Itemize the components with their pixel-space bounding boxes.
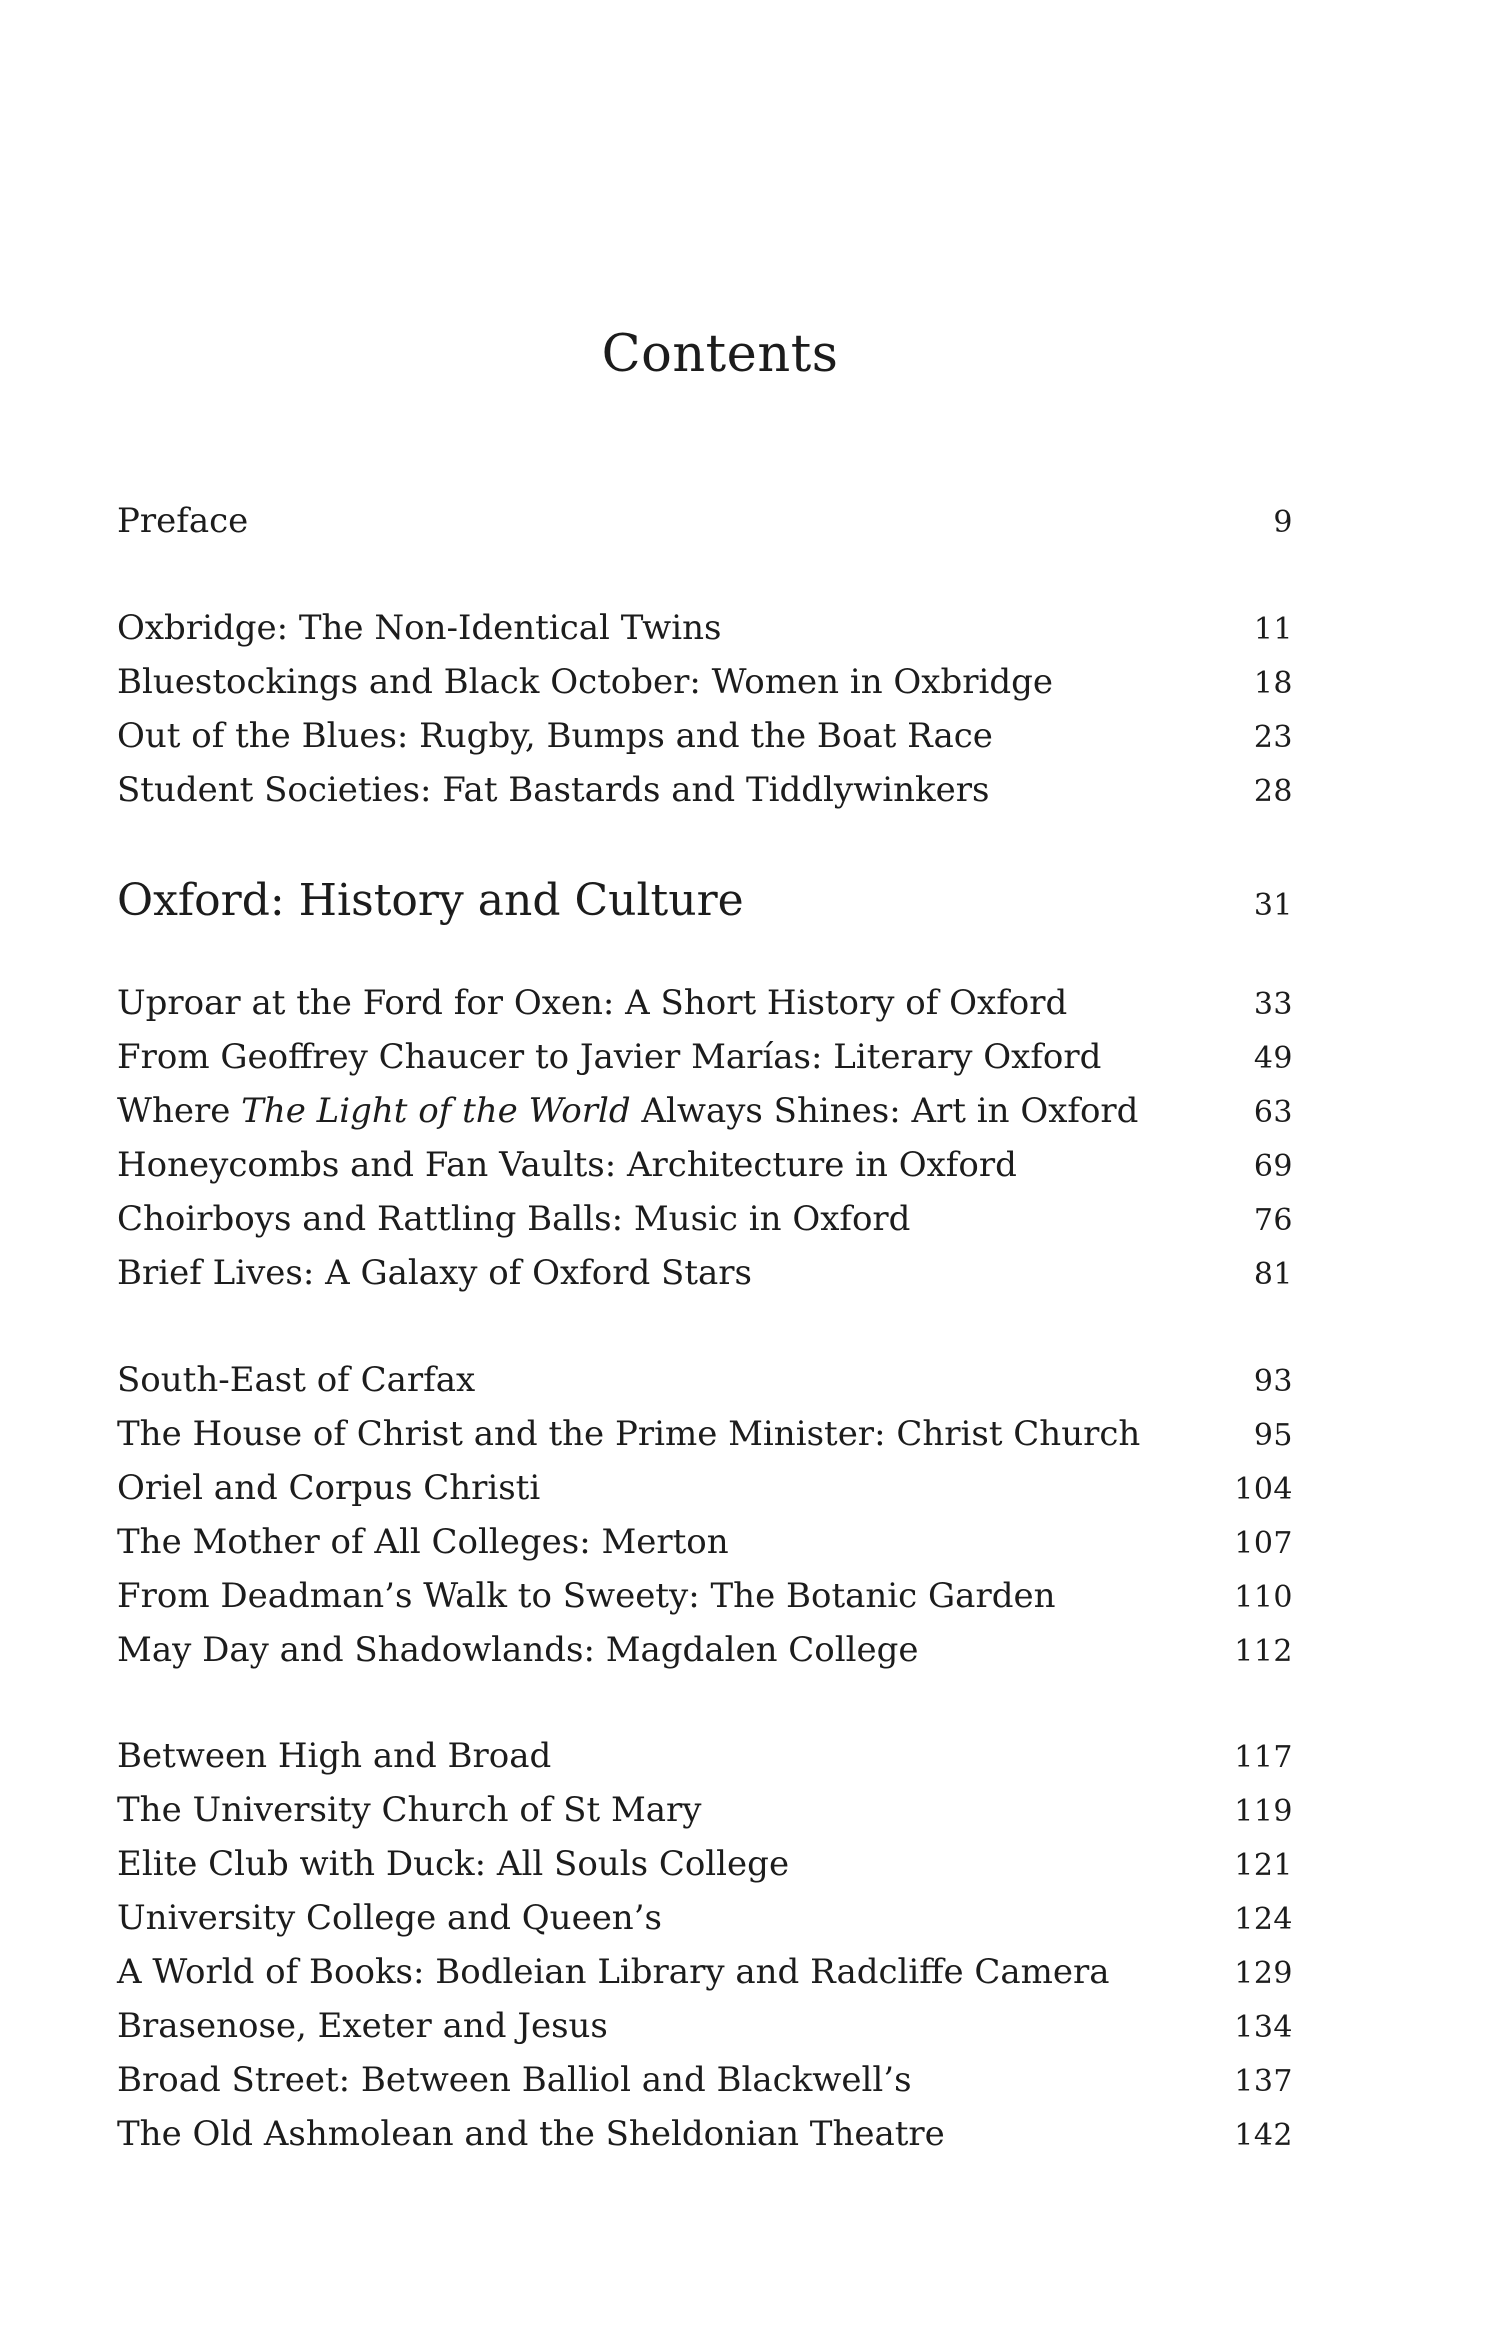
toc-entry (117, 1945, 1293, 1999)
toc-entry-title: Bluestockings and Black October: Women in Oxbridge (117, 662, 1054, 702)
artwork-title-italic: The Light of the World (241, 1091, 631, 1131)
toc-entry-page: 121 (1234, 1848, 1293, 1883)
toc-entry-title: Brasenose, Exeter and Jesus (117, 2006, 608, 2046)
toc-entry-page: 9 (1273, 505, 1293, 540)
toc-entry (117, 1353, 1293, 1407)
toc-entry-title: Oxbridge: The Non-Identical Twins (117, 608, 722, 648)
toc-entry-title: University College and Queen’s (117, 1898, 662, 1938)
toc-entry-page: 23 (1253, 720, 1293, 755)
toc-entry-title: The Mother of All Colleges: Merton (117, 1522, 729, 1562)
toc-entry (117, 709, 1293, 763)
toc-entry-page: 95 (1253, 1418, 1293, 1453)
toc-entry-preface (117, 494, 1293, 548)
toc-entry-title: South-East of Carfax (117, 1360, 476, 1400)
toc-entry-page: 129 (1234, 1956, 1293, 1991)
toc-entry-page: 119 (1234, 1794, 1293, 1829)
toc-entry (117, 655, 1293, 709)
toc-entry-title: Elite Club with Duck: All Souls College (117, 1844, 790, 1884)
toc-entry-page: 137 (1234, 2064, 1293, 2099)
page-title: Contents (601, 325, 839, 384)
toc-entry (117, 1192, 1293, 1246)
toc-entry-page: 63 (1253, 1095, 1293, 1130)
toc-entry-title: Broad Street: Between Balliol and Blackwell’s (117, 2060, 912, 2100)
toc-entry-title-suffix: Always Shines: Art in Oxford (630, 1091, 1139, 1131)
toc-entry-title: Choirboys and Rattling Balls: Music in Oxford (117, 1199, 911, 1239)
toc-entry-title: Between High and Broad (117, 1736, 552, 1776)
toc-entry-title: Out of the Blues: Rugby, Bumps and the Boat Race (117, 716, 993, 756)
toc-entry (117, 1729, 1293, 1783)
toc-entry (117, 763, 1293, 817)
toc-entry-page: 31 (1253, 888, 1293, 923)
toc-entry-page: 124 (1234, 1902, 1293, 1937)
toc-entry-title: The House of Christ and the Prime Minister: Christ Church (117, 1414, 1141, 1454)
toc-entry (117, 1407, 1293, 1461)
toc-section-heading (117, 871, 1293, 931)
toc-entry (117, 1138, 1293, 1192)
toc-entry (117, 1515, 1293, 1569)
toc-entry-title: The Old Ashmolean and the Sheldonian Theatre (117, 2114, 945, 2154)
toc-entry-page: 112 (1234, 1634, 1293, 1669)
toc-entry-page: 81 (1253, 1257, 1293, 1292)
toc-entry (117, 1246, 1293, 1300)
toc-entry (117, 2053, 1293, 2107)
toc-entry-title: From Deadman’s Walk to Sweety: The Botanic Garden (117, 1576, 1056, 1616)
toc-entry (117, 1569, 1293, 1623)
toc-entry-title: Preface (117, 501, 249, 541)
toc-entry (117, 1030, 1293, 1084)
toc-entry-title: May Day and Shadowlands: Magdalen College (117, 1630, 919, 1670)
toc-entry-page: 11 (1253, 612, 1293, 647)
toc-entry-page: 104 (1234, 1472, 1293, 1507)
toc-entry (117, 1999, 1293, 2053)
toc-entry-title (117, 1084, 1138, 1138)
toc-entry-page: 142 (1234, 2118, 1293, 2153)
toc-entry (117, 601, 1293, 655)
toc-entry-title: Student Societies: Fat Bastards and Tiddlywinkers (117, 770, 990, 810)
toc-entry (117, 1783, 1293, 1837)
toc-entry-page: 18 (1253, 666, 1293, 701)
toc-entry-title: Brief Lives: A Galaxy of Oxford Stars (117, 1253, 752, 1293)
toc-entry-title: The University Church of St Mary (117, 1790, 702, 1830)
toc-entry-page: 110 (1234, 1580, 1293, 1615)
toc-entry (117, 1461, 1293, 1515)
toc-entry-page: 93 (1253, 1364, 1293, 1399)
toc-entry-title: Oriel and Corpus Christi (117, 1468, 541, 1508)
toc-entry-page: 107 (1234, 1526, 1293, 1561)
toc-entry-page: 33 (1253, 987, 1293, 1022)
toc-entry (117, 2107, 1293, 2161)
toc-entry-title: A World of Books: Bodleian Library and Radcliffe Camera (117, 1952, 1110, 1992)
toc-entry-page: 69 (1253, 1149, 1293, 1184)
toc-section-title: Oxford: History and Culture (117, 875, 744, 926)
toc-entry-page: 134 (1234, 2010, 1293, 2045)
toc-entry (117, 1837, 1293, 1891)
toc-entry-title: Honeycombs and Fan Vaults: Architecture in Oxford (117, 1145, 1017, 1185)
toc-entry (117, 1891, 1293, 1945)
toc-entry-title: From Geoffrey Chaucer to Javier Marías: Literary Oxford (117, 1037, 1102, 1077)
toc-entry-page: 28 (1253, 774, 1293, 809)
toc-entry (117, 1623, 1293, 1677)
toc-entry (117, 1084, 1293, 1138)
toc-entry-page: 49 (1253, 1041, 1293, 1076)
toc-entry-title-prefix: Where (117, 1091, 242, 1131)
toc-entry-title: Uproar at the Ford for Oxen: A Short History of Oxford (117, 983, 1068, 1023)
toc-entry-page: 76 (1253, 1203, 1293, 1238)
toc-entry (117, 976, 1293, 1030)
toc-entry-page: 117 (1234, 1740, 1293, 1775)
